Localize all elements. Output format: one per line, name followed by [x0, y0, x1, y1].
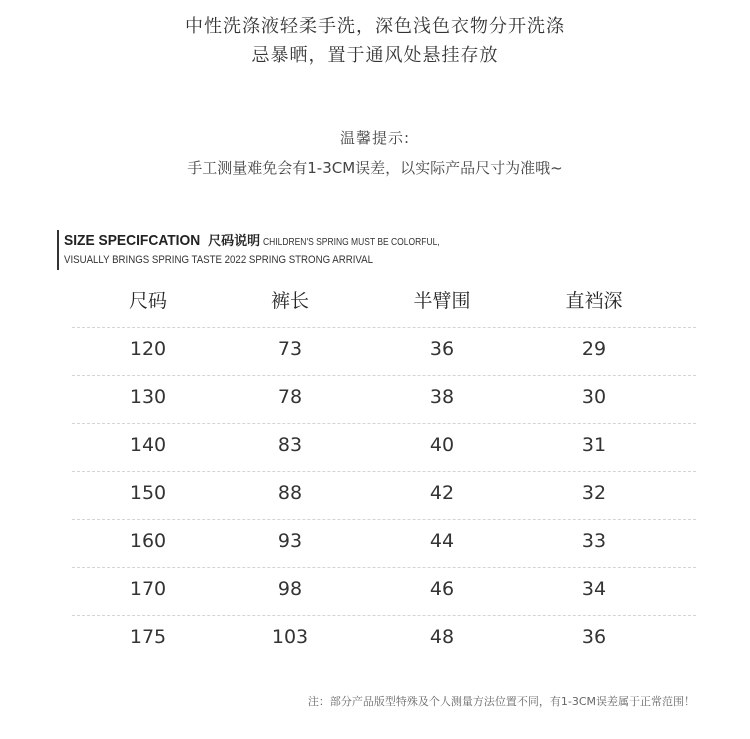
table-row	[72, 569, 696, 617]
row-divider	[72, 615, 696, 616]
cell-half-arm: 46	[429, 578, 455, 600]
size-spec-tagline2: VISUALLY BRINGS SPRING TASTE 2022 SPRING STRONG ARRIVAL	[64, 254, 373, 266]
size-spec-tagline1: CHILDREN'S SPRING MUST BE COLORFUL,	[263, 237, 440, 248]
row-divider	[72, 375, 696, 376]
cell-pants-length: 93	[277, 530, 303, 552]
cell-size: 150	[129, 482, 167, 504]
header-rise-depth: 直裆深	[565, 290, 623, 312]
cell-half-arm: 44	[429, 530, 455, 552]
cell-size: 140	[129, 434, 167, 456]
header-half-arm: 半臂围	[413, 290, 471, 312]
table-row	[72, 377, 696, 425]
cell-rise-depth: 33	[581, 530, 607, 552]
cell-pants-length: 103	[271, 626, 309, 648]
row-divider	[72, 327, 696, 328]
row-divider	[72, 471, 696, 472]
cell-half-arm: 42	[429, 482, 455, 504]
cell-pants-length: 73	[277, 338, 303, 360]
cell-size: 175	[129, 626, 167, 648]
table-row	[72, 521, 696, 569]
table-row	[72, 617, 696, 665]
table-row	[72, 425, 696, 473]
cell-rise-depth: 30	[581, 386, 607, 408]
cell-rise-depth: 29	[581, 338, 607, 360]
tip-body: 手工测量难免会有1-3CM误差，以实际产品尺寸为准哦~	[187, 159, 563, 177]
table-row	[72, 329, 696, 377]
cell-rise-depth: 34	[581, 578, 607, 600]
table-row	[72, 473, 696, 521]
cell-rise-depth: 36	[581, 626, 607, 648]
cell-pants-length: 98	[277, 578, 303, 600]
cell-size: 160	[129, 530, 167, 552]
cell-half-arm: 48	[429, 626, 455, 648]
cell-rise-depth: 32	[581, 482, 607, 504]
cell-half-arm: 40	[429, 434, 455, 456]
cell-size: 130	[129, 386, 167, 408]
cell-size: 120	[129, 338, 167, 360]
size-spec-header-row1	[64, 230, 471, 249]
cell-pants-length: 88	[277, 482, 303, 504]
size-spec-title: SIZE SPECIFCATION	[64, 232, 201, 249]
size-spec-cn-title: 尺码说明	[208, 234, 261, 249]
size-spec-header	[57, 230, 471, 270]
cell-half-arm: 36	[429, 338, 455, 360]
header-size: 尺码	[128, 290, 167, 312]
cell-size: 170	[129, 578, 167, 600]
row-divider	[72, 423, 696, 424]
footnote: 注：部分产品版型特殊及个人测量方法位置不同，有1-3CM误差属于正常范围！	[307, 695, 695, 708]
care-instruction-line1: 中性洗涤液轻柔手洗，深色浅色衣物分开洗涤	[185, 16, 565, 37]
header-pants-length: 裤长	[270, 290, 309, 312]
cell-pants-length: 78	[277, 386, 303, 408]
cell-rise-depth: 31	[581, 434, 607, 456]
row-divider	[72, 519, 696, 520]
tip-title: 温馨提示:	[339, 129, 411, 147]
row-divider	[72, 567, 696, 568]
care-instruction-line2: 忌暴晒，置于通风处悬挂存放	[251, 45, 499, 66]
cell-pants-length: 83	[277, 434, 303, 456]
cell-half-arm: 38	[429, 386, 455, 408]
size-table	[72, 281, 696, 665]
size-table-header	[72, 281, 696, 329]
